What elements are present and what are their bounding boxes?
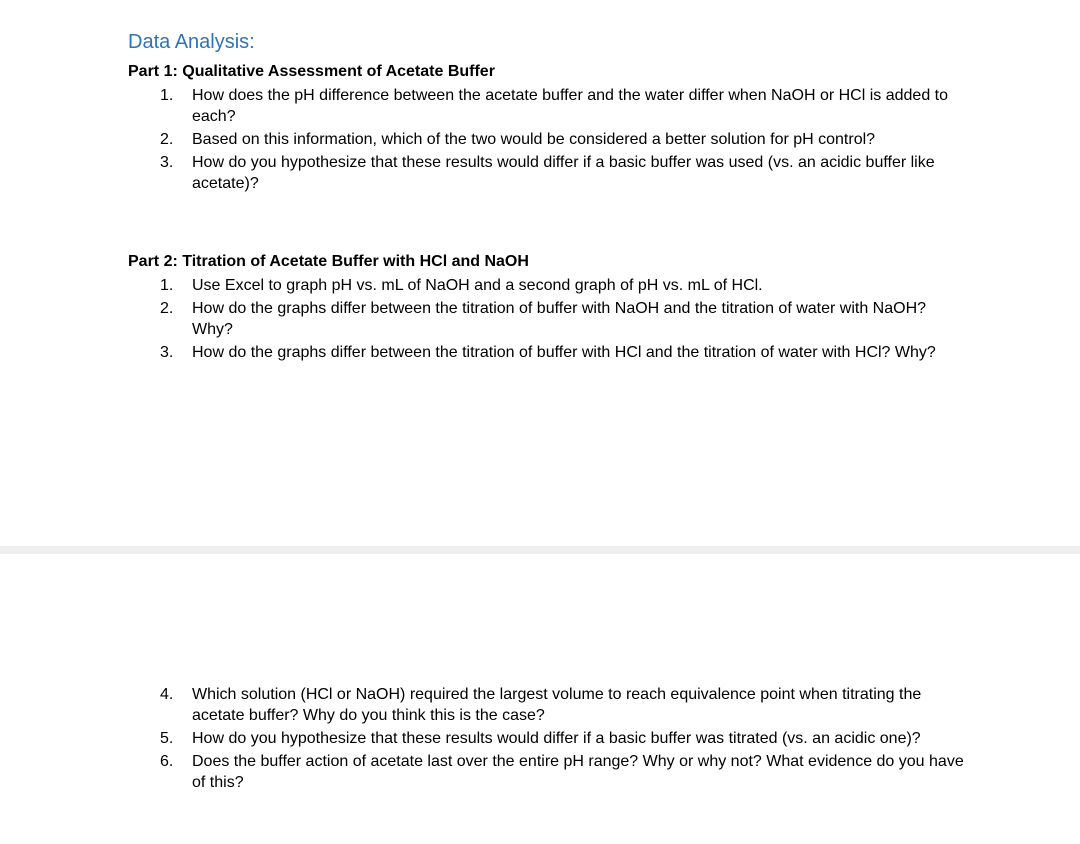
page-break <box>0 546 1080 554</box>
question-number: 1. <box>160 277 174 294</box>
section-heading: Data Analysis: <box>128 31 255 53</box>
question-text: How do you hypothesize that these results would differ if a basic buffer was used (vs. an acidic buffer like acetate)? <box>192 154 935 192</box>
question-item <box>128 152 968 194</box>
part2-question-list <box>128 275 968 365</box>
part1-question-list <box>128 85 968 196</box>
question-text: How do the graphs differ between the titration of buffer with NaOH and the titration of water with NaOH? Why? <box>192 300 927 338</box>
question-item <box>128 684 968 726</box>
question-item <box>128 342 968 363</box>
document-page-2 <box>0 554 1080 844</box>
question-number: 3. <box>160 154 174 171</box>
question-text: Which solution (HCl or NaOH) required the largest volume to reach equivalence point when titrating the acetate buffer? Why do you think this is the case? <box>192 686 922 724</box>
question-item <box>128 129 968 150</box>
question-text: How do the graphs differ between the titration of buffer with HCl and the titration of water with HCl? Why? <box>192 344 936 361</box>
question-number: 2. <box>160 300 174 317</box>
question-text: How do you hypothesize that these results would differ if a basic buffer was titrated (vs. an acidic one)? <box>192 730 921 747</box>
question-number: 1. <box>160 87 174 104</box>
question-text: Use Excel to graph pH vs. mL of NaOH and a second graph of pH vs. mL of HCl. <box>192 277 763 294</box>
part2-continued-question-list <box>128 684 968 795</box>
question-item <box>128 298 968 340</box>
question-number: 6. <box>160 753 174 770</box>
question-item <box>128 751 968 793</box>
question-text: Based on this information, which of the two would be considered a better solution for pH control? <box>192 131 876 148</box>
part1-title: Part 1: Qualitative Assessment of Acetate Buffer <box>128 63 495 80</box>
question-number: 2. <box>160 131 174 148</box>
question-item <box>128 728 968 749</box>
question-number: 5. <box>160 730 174 747</box>
question-item <box>128 275 968 296</box>
question-number: 3. <box>160 344 174 361</box>
part2-title: Part 2: Titration of Acetate Buffer with HCl and NaOH <box>128 253 529 270</box>
question-text: Does the buffer action of acetate last over the entire pH range? Why or why not? What evidence do you have of this? <box>192 753 964 791</box>
question-item <box>128 85 968 127</box>
question-text: How does the pH difference between the acetate buffer and the water differ when NaOH or HCl is added to each? <box>192 87 949 125</box>
question-number: 4. <box>160 686 174 703</box>
